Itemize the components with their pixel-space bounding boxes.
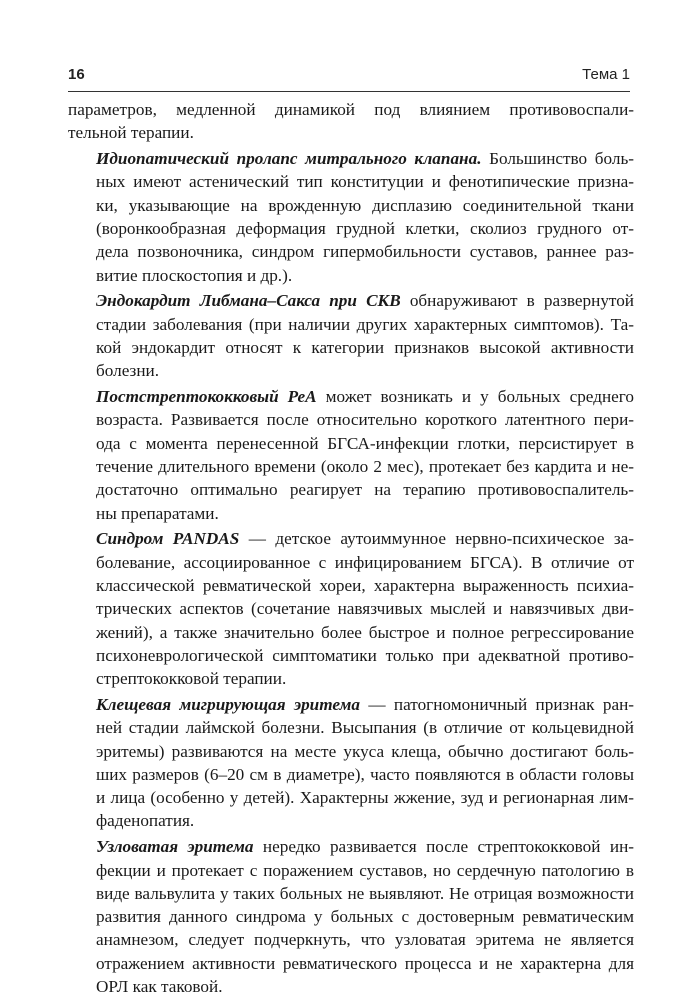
text-line: отражением активности ревматического процесса и не характерна для <box>96 953 634 973</box>
header-rule <box>68 91 630 92</box>
text-line: жений), а также значительно более быстрое и полное регрессирование <box>96 622 634 642</box>
text-line: обнаруживают в развернутой <box>400 291 634 311</box>
term-post-strep-rea: Постстрептококковый РеА <box>96 387 317 407</box>
paragraph-intro-continuation <box>68 98 634 145</box>
text-line: и лица (особенно у детей). Характерны жжение, зуд и регионарная лим- <box>96 788 634 808</box>
text-line: болезни. <box>96 361 160 381</box>
text-line: фекции и протекает с поражением суставов, но сердечную патологию в <box>96 860 634 880</box>
text-line: трических аспектов (сочетание навязчивых мыслей и навязчивых дви- <box>96 599 634 619</box>
text-line: ны препаратами. <box>96 503 219 523</box>
paragraph-tick-erythema <box>68 693 634 833</box>
text-line: психоневрологической симптоматики только при адекватной противо- <box>96 645 634 665</box>
text-line: — патогномоничный признак ран- <box>359 694 635 714</box>
text-line: параметров, медленной динамикой под влиянием противовоспали- <box>68 100 634 119</box>
text-line: фаденопатия. <box>96 811 195 831</box>
topic-label: Тема 1 <box>582 66 630 83</box>
text-line: болевание, ассоциированное с инфицированием БГСА). В отличие от <box>96 552 634 572</box>
text-line: ших размеров (6–20 см в диаметре), часто появляются в области головы <box>96 764 634 784</box>
paragraph-pandas <box>68 527 634 690</box>
text-line: дела позвоночника, синдром гипермобильности суставов, раннее раз- <box>96 242 634 262</box>
term-mitral-prolapse: Идиопатический пролапс митрального клапана. <box>96 149 482 169</box>
paragraph-libman-sacks <box>68 289 634 382</box>
text-line: витие плоскостопия и др.). <box>96 265 293 285</box>
term-erythema-nodosum: Узловатая эритема <box>96 837 254 857</box>
text-line: возраста. Развивается после относительно короткого латентного пери- <box>96 410 634 430</box>
text-line: стадии заболевания (при наличии других характерных симптомов). Та- <box>96 314 634 334</box>
text-line: ОРЛ как таковой. <box>96 976 223 996</box>
text-line: ней стадии лаймской болезни. Высыпания (в отличие от кольцевидной <box>96 718 634 738</box>
text-line: анамнезом, следует подчеркнуть, что узловатая эритема не является <box>96 930 634 950</box>
text-line: стрептококковой терапии. <box>96 669 287 689</box>
text-line: ки, указывающие на врожденную дисплазию соединительной ткани <box>96 195 634 215</box>
text-line: нередко развивается после стрептококковой ин- <box>253 837 634 857</box>
text-line: кой эндокардит относят к категории признаков высокой активности <box>96 337 634 357</box>
body-text <box>68 98 634 1001</box>
text-line: Большинство боль- <box>481 149 635 169</box>
text-line: ода с момента перенесенной БГСА-инфекции глотки, персистирует в <box>96 433 634 453</box>
running-header <box>68 66 630 90</box>
term-pandas: Синдром PANDAS <box>96 529 240 549</box>
term-tick-erythema: Клещевая мигрирующая эритема <box>96 694 360 714</box>
text-line: (воронкообразная деформация грудной клетки, сколиоз грудного от- <box>96 218 634 238</box>
text-line: эритемы) развиваются на месте укуса клеща, обычно достигают боль- <box>96 741 634 761</box>
term-libman-sacks: Эндокардит Либмана–Сакса при СКВ <box>96 291 401 311</box>
paragraph-erythema-nodosum <box>68 835 634 998</box>
text-line: классической ревматической хореи, характерна выраженность психиа- <box>96 575 634 595</box>
text-line: достаточно оптимально реагирует на терапию противовоспалитель- <box>96 480 634 500</box>
text-line: виде вальвулита у таких больных не выявляют. Не отрицая возможности <box>96 883 634 903</box>
text-line: ных имеют астенический тип конституции и фенотипические призна- <box>96 172 634 192</box>
text-line: развития данного синдрома у больных с достоверным ревматическим <box>96 907 634 927</box>
text-line: — детское аутоиммунное нервно-психическое за- <box>239 529 635 549</box>
paragraph-post-strep-rea <box>68 385 634 525</box>
paragraph-mitral-prolapse <box>68 147 634 287</box>
text-line: течение длительного времени (около 2 мес), протекает без кардита и не- <box>96 456 634 476</box>
text-line: тельной терапии. <box>68 123 194 143</box>
text-line: может возникать и у больных среднего <box>316 387 634 407</box>
page-number: 16 <box>68 66 85 83</box>
